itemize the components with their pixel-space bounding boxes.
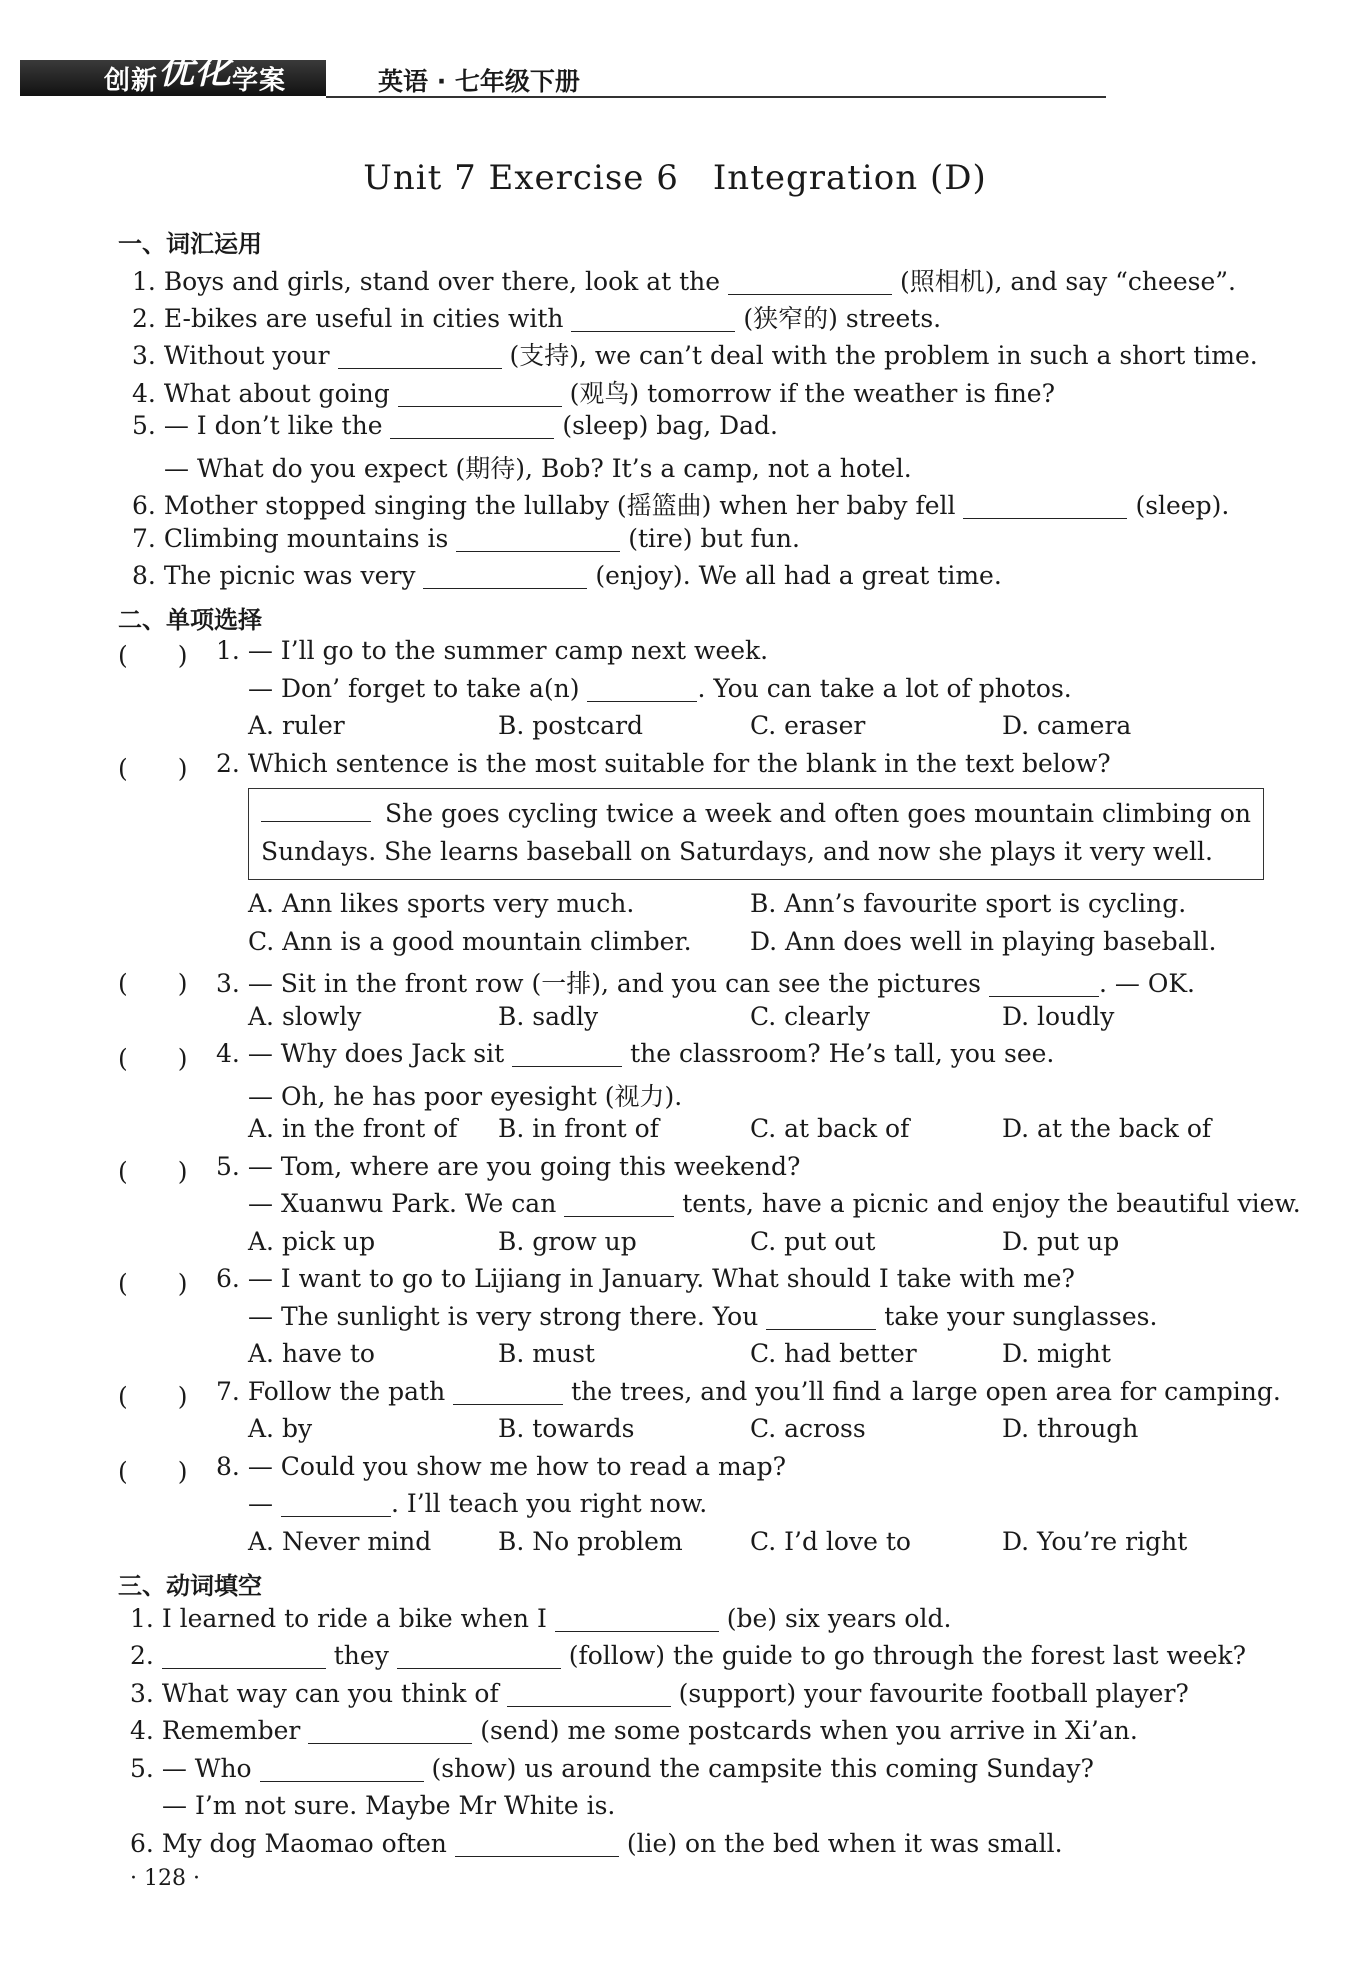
choice-question-7: 7. Follow the path the trees, and you’ll find a large open area for camping. [216, 1377, 1281, 1406]
option-a[interactable]: A. in the front of [248, 1114, 458, 1143]
choice-question-4-line2: — Oh, he has poor eyesight (视力). [248, 1082, 683, 1111]
option-b[interactable]: B. towards [498, 1414, 635, 1443]
verb-question-1: 1. I learned to ride a bike when I (be) six years old. [130, 1604, 952, 1633]
answer-blank[interactable] [766, 1303, 876, 1330]
answer-blank[interactable] [423, 562, 587, 589]
option-b[interactable]: B. Ann’s favourite sport is cycling. [750, 889, 1187, 918]
choice-question-3: 3. — Sit in the front row (一排), and you can see the pictures . — OK. [216, 969, 1195, 998]
answer-blank[interactable] [555, 1605, 719, 1632]
option-d[interactable]: D. might [1002, 1339, 1111, 1368]
answer-paren[interactable]: ( ) [118, 1457, 188, 1486]
answer-paren[interactable]: ( ) [118, 1044, 188, 1073]
answer-paren[interactable]: ( ) [118, 1269, 188, 1298]
answer-paren[interactable]: ( ) [118, 969, 188, 998]
option-c[interactable]: C. eraser [750, 711, 866, 740]
option-b[interactable]: B. grow up [498, 1227, 637, 1256]
option-c[interactable]: C. had better [750, 1339, 917, 1368]
vocab-question-2: 2. E-bikes are useful in cities with (狭窄的) streets. [132, 304, 942, 333]
answer-blank[interactable] [162, 1642, 326, 1669]
answer-blank[interactable] [455, 1830, 619, 1857]
verb-question-6: 6. My dog Maomao often (lie) on the bed when it was small. [130, 1829, 1063, 1858]
answer-blank[interactable] [390, 412, 554, 439]
verb-question-3: 3. What way can you think of (support) your favourite football player? [130, 1679, 1189, 1708]
answer-blank[interactable] [507, 1680, 671, 1707]
vocab-question-4: 4. What about going (观鸟) tomorrow if the weather is fine? [132, 379, 1056, 408]
option-b[interactable]: B. postcard [498, 711, 644, 740]
option-a[interactable]: A. ruler [248, 711, 345, 740]
option-d[interactable]: D. Ann does well in playing baseball. [750, 927, 1217, 956]
answer-paren[interactable]: ( ) [118, 1157, 188, 1186]
answer-blank[interactable] [571, 305, 735, 332]
vocab-question-8: 8. The picnic was very (enjoy). We all had a great time. [132, 561, 1002, 590]
option-b[interactable]: B. must [498, 1339, 595, 1368]
option-c[interactable]: C. clearly [750, 1002, 870, 1031]
choice-question-8-line2: — . I’ll teach you right now. [248, 1489, 708, 1518]
answer-blank[interactable] [453, 1378, 563, 1405]
choice-question-2: 2. Which sentence is the most suitable for the blank in the text below? [216, 749, 1111, 778]
option-b[interactable]: B. in front of [498, 1114, 659, 1143]
vocab-question-6: 6. Mother stopped singing the lullaby (摇篮曲) when her baby fell (sleep). [132, 491, 1230, 520]
verb-question-4: 4. Remember (send) me some postcards when you arrive in Xi’an. [130, 1716, 1138, 1745]
option-d[interactable]: D. loudly [1002, 1002, 1115, 1031]
option-a[interactable]: A. by [248, 1414, 313, 1443]
choice-question-5: 5. — Tom, where are you going this weekend? [216, 1152, 801, 1181]
option-c[interactable]: C. I’d love to [750, 1527, 911, 1556]
answer-blank[interactable] [398, 380, 562, 407]
verb-question-5: 5. — Who (show) us around the campsite this coming Sunday? [130, 1754, 1094, 1783]
option-c[interactable]: C. across [750, 1414, 866, 1443]
answer-blank[interactable] [308, 1717, 472, 1744]
vocab-question-7: 7. Climbing mountains is (tire) but fun. [132, 524, 800, 553]
series-logo: 创新优化学案 [20, 60, 326, 96]
option-a[interactable]: A. have to [248, 1339, 375, 1368]
answer-blank[interactable] [397, 1642, 561, 1669]
option-c[interactable]: C. at back of [750, 1114, 910, 1143]
answer-blank[interactable] [456, 525, 620, 552]
option-d[interactable]: D. through [1002, 1414, 1139, 1443]
page-number: · 128 · [130, 1866, 200, 1891]
option-d[interactable]: D. at the back of [1002, 1114, 1212, 1143]
option-d[interactable]: D. put up [1002, 1227, 1120, 1256]
option-b[interactable]: B. No problem [498, 1527, 683, 1556]
option-c[interactable]: C. Ann is a good mountain climber. [248, 927, 692, 956]
section-heading-verbs: 三、动词填空 [118, 1572, 262, 1600]
choice-question-5-line2: — Xuanwu Park. We can tents, have a picnic and enjoy the beautiful view. [248, 1189, 1301, 1218]
choice-question-8: 8. — Could you show me how to read a map? [216, 1452, 786, 1481]
option-c[interactable]: C. put out [750, 1227, 876, 1256]
vocab-question-1: 1. Boys and girls, stand over there, look at the (照相机), and say “cheese”. [132, 267, 1236, 296]
option-a[interactable]: A. slowly [248, 1002, 362, 1031]
verb-question-2: 2. they (follow) the guide to go through the forest last week? [130, 1641, 1247, 1670]
answer-blank[interactable] [281, 1490, 391, 1517]
choice-question-1: 1. — I’ll go to the summer camp next week. [216, 636, 769, 665]
answer-blank[interactable] [963, 492, 1127, 519]
verb-question-5-reply: — I’m not sure. Maybe Mr White is. [162, 1791, 616, 1820]
choice-question-1-line2: — Don’ forget to take a(n) . You can take a lot of photos. [248, 674, 1072, 703]
answer-paren[interactable]: ( ) [118, 641, 188, 670]
answer-blank[interactable] [728, 268, 892, 295]
choice-question-6-line2: — The sunlight is very strong there. You take your sunglasses. [248, 1302, 1158, 1331]
option-b[interactable]: B. sadly [498, 1002, 599, 1031]
answer-paren[interactable]: ( ) [118, 1382, 188, 1411]
option-d[interactable]: D. camera [1002, 711, 1132, 740]
answer-blank[interactable] [989, 970, 1099, 997]
passage-line-1: She goes cycling twice a week and often goes mountain climbing on [385, 799, 1251, 828]
answer-blank[interactable] [512, 1040, 622, 1067]
option-a[interactable]: A. pick up [248, 1227, 376, 1256]
answer-blank[interactable] [587, 675, 697, 702]
option-a[interactable]: A. Ann likes sports very much. [248, 889, 635, 918]
passage-box [248, 788, 1264, 880]
subject-label: 英语 · 七年级下册 [378, 67, 580, 96]
option-a[interactable]: A. Never mind [248, 1527, 432, 1556]
choice-question-4: 4. — Why does Jack sit the classroom? He’s tall, you see. [216, 1039, 1055, 1068]
vocab-question-5-reply: — What do you expect (期待), Bob? It’s a camp, not a hotel. [164, 454, 912, 483]
answer-blank[interactable] [564, 1190, 674, 1217]
option-d[interactable]: D. You’re right [1002, 1527, 1188, 1556]
answer-paren[interactable]: ( ) [118, 754, 188, 783]
vocab-question-5: 5. — I don’t like the (sleep) bag, Dad. [132, 411, 778, 440]
section-heading-choice: 二、单项选择 [118, 606, 262, 634]
answer-blank[interactable] [260, 1755, 424, 1782]
choice-question-6: 6. — I want to go to Lijiang in January. What should I take with me? [216, 1264, 1075, 1293]
passage-line-2: Sundays. She learns baseball on Saturdays, and now she plays it very well. [261, 837, 1213, 866]
answer-blank[interactable] [261, 795, 371, 822]
page-title: Unit 7 Exercise 6 Integration (D) [363, 158, 987, 198]
vocab-question-3: 3. Without your (支持), we can’t deal with the problem in such a short time. [132, 341, 1258, 370]
section-heading-vocab: 一、词汇运用 [118, 230, 262, 258]
answer-blank[interactable] [338, 342, 502, 369]
